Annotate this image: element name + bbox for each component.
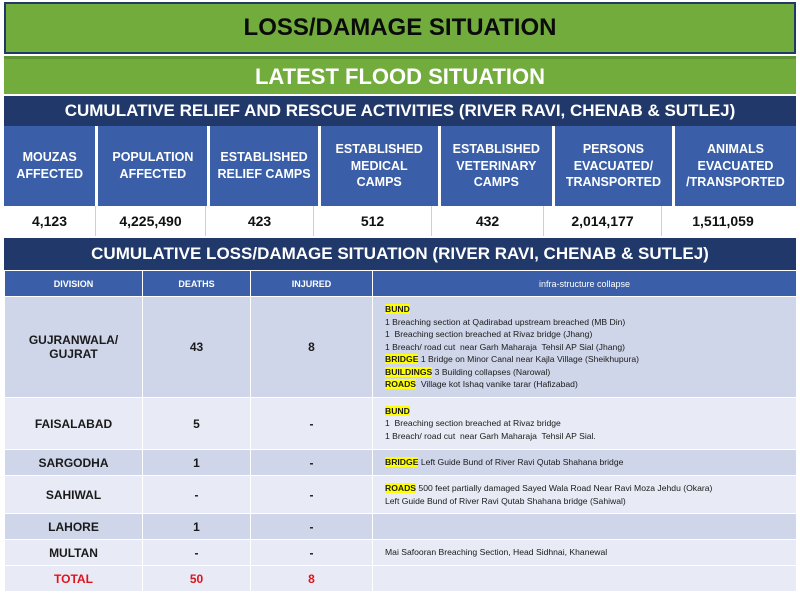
- relief-header-row: [4, 126, 796, 206]
- total-label: TOTAL: [5, 566, 143, 592]
- table-row: [5, 398, 797, 450]
- division-cell: SAHIWAL: [5, 476, 143, 514]
- relief-value-relief-camps: 423: [206, 206, 314, 236]
- relief-header-persons-evacuated: PERSONS EVACUATED/ TRANSPORTED: [555, 126, 672, 206]
- column-header-injured: INJURED: [251, 271, 373, 297]
- relief-value-animals-evacuated: 1,511,059: [692, 213, 754, 229]
- relief-section-heading: CUMULATIVE RELIEF AND RESCUE ACTIVITIES (RIVER RAVI, CHENAB & SUTLEJ): [4, 96, 796, 126]
- infra-text: 1 Bridge on Minor Canal near Kajla Village (Sheikhupura): [418, 354, 639, 365]
- relief-header-mouzas: MOUZAS AFFECTED: [4, 126, 95, 206]
- injured-cell: -: [251, 540, 373, 566]
- infra-cell: [373, 514, 797, 540]
- infra-line: [385, 456, 784, 468]
- infra-category-tag: BRIDGE: [385, 354, 419, 365]
- division-cell: SARGODHA: [5, 450, 143, 476]
- deaths-cell: 5: [143, 398, 251, 450]
- table-row: [5, 476, 797, 514]
- page-subtitle: LATEST FLOOD SITUATION: [4, 56, 796, 94]
- injured-cell: -: [251, 450, 373, 476]
- infra-cell: [373, 540, 797, 566]
- injured-cell: -: [251, 514, 373, 540]
- infra-cell: [373, 476, 797, 514]
- relief-header-veterinary-camps: ESTABLISHED VETERINARY CAMPS: [441, 126, 552, 206]
- infra-line: [385, 546, 784, 558]
- relief-header-population: POPULATION AFFECTED: [98, 126, 207, 206]
- infra-text: 3 Building collapses (Narowal): [432, 366, 551, 377]
- loss-table-header: [5, 271, 797, 297]
- infra-category-tag: BUND: [385, 405, 410, 416]
- infra-text: Left Guide Bund of River Ravi Qutab Shahana bridge: [418, 457, 624, 468]
- infra-text: Left Guide Bund of River Ravi Qutab Shahana bridge (Sahiwal): [385, 495, 626, 506]
- column-header-deaths: DEATHS: [143, 271, 251, 297]
- table-row: [5, 540, 797, 566]
- relief-header-relief-camps: ESTABLISHED RELIEF CAMPS: [210, 126, 317, 206]
- relief-value-persons-evacuated: 2,014,177: [544, 206, 662, 236]
- infra-line: [385, 303, 784, 315]
- table-row: [5, 297, 797, 398]
- page-title: LOSS/DAMAGE SITUATION: [4, 2, 796, 54]
- infra-line: [385, 316, 784, 328]
- infra-cell: [373, 297, 797, 398]
- infra-line: [385, 328, 784, 340]
- relief-header-medical-camps: ESTABLISHED MEDICAL CAMPS: [321, 126, 438, 206]
- infra-text: 1 Breaching section at Qadirabad upstream breached (MB Din): [385, 316, 626, 327]
- total-infra-empty: [373, 566, 797, 592]
- division-cell: MULTAN: [5, 540, 143, 566]
- injured-cell: 8: [251, 297, 373, 398]
- table-row: [5, 450, 797, 476]
- deaths-cell: -: [143, 540, 251, 566]
- infra-text: 1 Breaching section breached at Rivaz bridge: [385, 418, 561, 429]
- infra-category-tag: ROADS: [385, 379, 417, 390]
- infra-line: [385, 341, 784, 353]
- infra-category-tag: BRIDGE: [385, 457, 419, 468]
- relief-value-population: 4,225,490: [96, 206, 206, 236]
- table-row: [5, 514, 797, 540]
- total-deaths: 50: [143, 566, 251, 592]
- deaths-cell: 1: [143, 514, 251, 540]
- division-cell: FAISALABAD: [5, 398, 143, 450]
- column-header-division: DIVISION: [5, 271, 143, 297]
- total-row: [5, 566, 797, 592]
- infra-cell: [373, 450, 797, 476]
- infra-text: Mai Safooran Breaching Section, Head Sidhnai, Khanewal: [385, 547, 608, 558]
- infra-line: [385, 405, 784, 417]
- division-cell: GUJRANWALA/ GUJRAT: [5, 297, 143, 398]
- total-injured: 8: [251, 566, 373, 592]
- infra-category-tag: BUND: [385, 304, 410, 315]
- relief-header-animals-evacuated: ANIMALS EVACUATED /TRANSPORTED: [675, 126, 796, 206]
- loss-table: [4, 270, 797, 592]
- infra-text: 1 Breach/ road cut near Garh Maharaja Tehsil AP Sial (Jhang): [385, 341, 625, 352]
- infra-text: 500 feet partially damaged Sayed Wala Road Near Ravi Moza Jehdu (Okara): [416, 483, 713, 494]
- infra-text: 1 Breaching section breached at Rivaz bridge (Jhang): [385, 329, 593, 340]
- division-cell: LAHORE: [5, 514, 143, 540]
- infra-line: [385, 482, 784, 494]
- infra-line: [385, 495, 784, 507]
- deaths-cell: 43: [143, 297, 251, 398]
- loss-section-heading: CUMULATIVE LOSS/DAMAGE SITUATION (RIVER RAVI, CHENAB & SUTLEJ): [4, 238, 796, 270]
- infra-line: [385, 353, 784, 365]
- infra-category-tag: BUILDINGS: [385, 366, 433, 377]
- infra-text: 1 Breach/ road cut near Garh Maharaja Tehsil AP Sial.: [385, 430, 596, 441]
- infra-category-tag: ROADS: [385, 483, 417, 494]
- infra-line: [385, 417, 784, 429]
- injured-cell: -: [251, 476, 373, 514]
- deaths-cell: -: [143, 476, 251, 514]
- relief-values-row: [4, 206, 796, 236]
- deaths-cell: 1: [143, 450, 251, 476]
- infra-line: [385, 430, 784, 442]
- infra-line: [385, 378, 784, 390]
- infra-text: Village kot Ishaq vanike tarar (Hafizabad): [416, 379, 578, 390]
- relief-value-veterinary-camps: 432: [432, 206, 544, 236]
- relief-value-medical-camps: 512: [314, 206, 432, 236]
- relief-value-mouzas: 4,123: [4, 206, 96, 236]
- injured-cell: -: [251, 398, 373, 450]
- column-header-infra: infra-structure collapse: [373, 271, 797, 297]
- infra-line: [385, 366, 784, 378]
- infra-cell: [373, 398, 797, 450]
